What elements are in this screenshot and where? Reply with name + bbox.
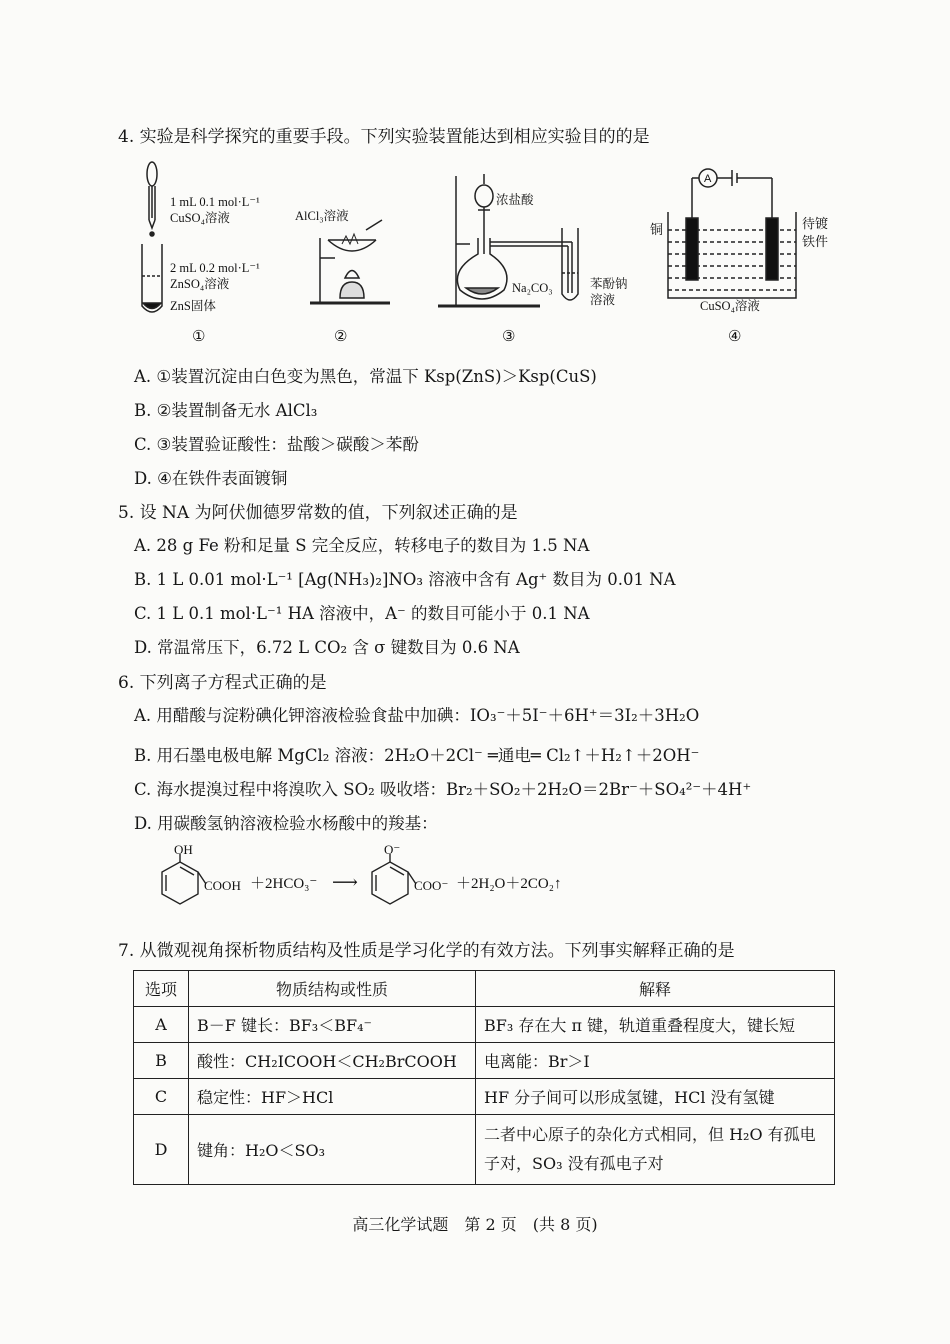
- table-row: [134, 1007, 835, 1043]
- q4-option-d: D. ④在铁件表面镀铜: [134, 469, 288, 488]
- fig1-label-1: 1 mL 0.1 mol·L⁻¹: [170, 195, 260, 209]
- salicylic-reaction-equation: [150, 842, 610, 922]
- eq-oh-group: OH: [174, 842, 193, 857]
- header-option: 选项: [134, 971, 189, 1007]
- page-footer: 高三化学试题 第 2 页 (共 8 页): [352, 1215, 598, 1234]
- fig1-label-5: ZnS固体: [170, 299, 216, 313]
- fig4-label-4: CuSO₄溶液: [700, 299, 760, 313]
- row-d-explanation: 二者中心原子的杂化方式相同，但 H₂O 有孤电子对，SO₃ 没有孤电子对: [476, 1115, 835, 1185]
- fig3-number: ③: [502, 329, 516, 345]
- row-a-explanation: BF₃ 存在大 π 键，轨道重叠程度大，键长短: [476, 1007, 835, 1043]
- q5-option-d: D. 常温常压下，6.72 L CO₂ 含 σ 键数目为 0.6 NA: [134, 638, 520, 657]
- q6-option-d: D. 用碳酸氢钠溶液检验水杨酸中的羧基：: [134, 814, 438, 833]
- row-a-option: A: [134, 1007, 189, 1043]
- row-c-explanation: HF 分子间可以形成氢键，HCl 没有氢键: [476, 1079, 835, 1115]
- fig4-label-2: 待镀: [802, 216, 829, 231]
- ammeter-icon: A: [704, 173, 712, 185]
- q5-option-b: B. 1 L 0.01 mol·L⁻¹ [Ag(NH₃)₂]NO₃ 溶液中含有 Ag⁺ 数目为 0.01 NA: [134, 570, 676, 589]
- fig4-electroplating-cell: [668, 169, 796, 298]
- eq-coo-group: COO⁻: [414, 878, 449, 893]
- row-b-option: B: [134, 1043, 189, 1079]
- row-c-option: C: [134, 1079, 189, 1115]
- header-property: 物质结构或性质: [189, 971, 476, 1007]
- fig2-number: ②: [334, 329, 348, 345]
- q6-option-c: C. 海水提溴过程中将溴吹入 SO₂ 吸收塔：Br₂＋SO₂＋2H₂O＝2Br⁻＋SO₄²⁻＋4H⁺: [134, 780, 752, 799]
- fig3-label-4: 溶液: [590, 293, 616, 307]
- fig1-label-2: CuSO₄溶液: [170, 211, 230, 225]
- eq-o-minus-group: O⁻: [384, 842, 401, 857]
- row-d-option: D: [134, 1115, 189, 1185]
- row-d-property: 键角：H₂O＜SO₃: [189, 1115, 476, 1185]
- q6-option-b: B. 用石墨电极电解 MgCl₂ 溶液：2H₂O＋2Cl⁻ ═通电═ Cl₂↑＋H₂↑＋2OH⁻: [134, 746, 700, 765]
- fig1-label-4: ZnSO₄溶液: [170, 277, 230, 291]
- table-row: [134, 1115, 835, 1185]
- fig2-evaporation: [310, 220, 390, 303]
- q6-stem: 6. 下列离子方程式正确的是: [118, 673, 327, 693]
- eq-hco3-term: ＋2HCO₃⁻: [250, 876, 318, 892]
- q5-option-c: C. 1 L 0.1 mol·L⁻¹ HA 溶液中，A⁻ 的数目可能小于 0.1 NA: [134, 604, 590, 623]
- fig4-label-3: 铁件: [802, 234, 829, 249]
- fig1-label-3: 2 mL 0.2 mol·L⁻¹: [170, 261, 260, 275]
- row-b-explanation: 电离能：Br＞I: [476, 1043, 835, 1079]
- row-b-property: 酸性：CH₂ICOOH＜CH₂BrCOOH: [189, 1043, 476, 1079]
- header-explanation: 解释: [476, 971, 835, 1007]
- table-row: [134, 1043, 835, 1079]
- q7-stem: 7. 从微观视角探析物质结构及性质是学习化学的有效方法。下列事实解释正确的是: [118, 941, 735, 961]
- table-row: [134, 1079, 835, 1115]
- fig1-number: ①: [192, 329, 206, 345]
- fig4-number: ④: [728, 329, 742, 345]
- table-header-row: [134, 971, 835, 1007]
- fig3-label-2: Na₂CO₃: [512, 281, 553, 295]
- fig1-dropper-testtube: [142, 162, 162, 312]
- eq-cooh-group: COOH: [204, 878, 241, 893]
- row-c-property: 稳定性：HF＞HCl: [189, 1079, 476, 1115]
- fig3-label-3: 苯酚钠: [590, 277, 628, 291]
- q4-option-a: A. ①装置沉淀由白色变为黑色，常温下 Ksp(ZnS)＞Ksp(CuS): [134, 367, 597, 386]
- row-a-property: B－F 键长：BF₃＜BF₄⁻: [189, 1007, 476, 1043]
- eq-arrow: ⟶: [332, 872, 358, 893]
- eq-products: ＋2H₂O＋2CO₂↑: [456, 876, 562, 892]
- q6-option-a: A. 用醋酸与淀粉碘化钾溶液检验食盐中加碘：IO₃⁻＋5I⁻＋6H⁺＝3I₂＋3H₂O: [134, 706, 700, 725]
- q5-stem: 5. 设 NA 为阿伏伽德罗常数的值，下列叙述正确的是: [118, 503, 518, 523]
- q4-stem: 4. 实验是科学探究的重要手段。下列实验装置能达到相应实验目的的是: [118, 127, 650, 147]
- q7-table: [133, 970, 835, 1185]
- q5-option-a: A. 28 g Fe 粉和足量 S 完全反应，转移电子的数目为 1.5 NA: [134, 536, 590, 555]
- q4-apparatus-figures: [120, 158, 840, 348]
- fig4-label-1: 铜: [650, 222, 664, 237]
- fig3-label-1: 浓盐酸: [496, 193, 534, 207]
- fig2-label: AlCl₃溶液: [295, 209, 349, 223]
- q4-option-b: B. ②装置制备无水 AlCl₃: [134, 401, 318, 420]
- q4-option-c: C. ③装置验证酸性：盐酸＞碳酸＞苯酚: [134, 435, 419, 454]
